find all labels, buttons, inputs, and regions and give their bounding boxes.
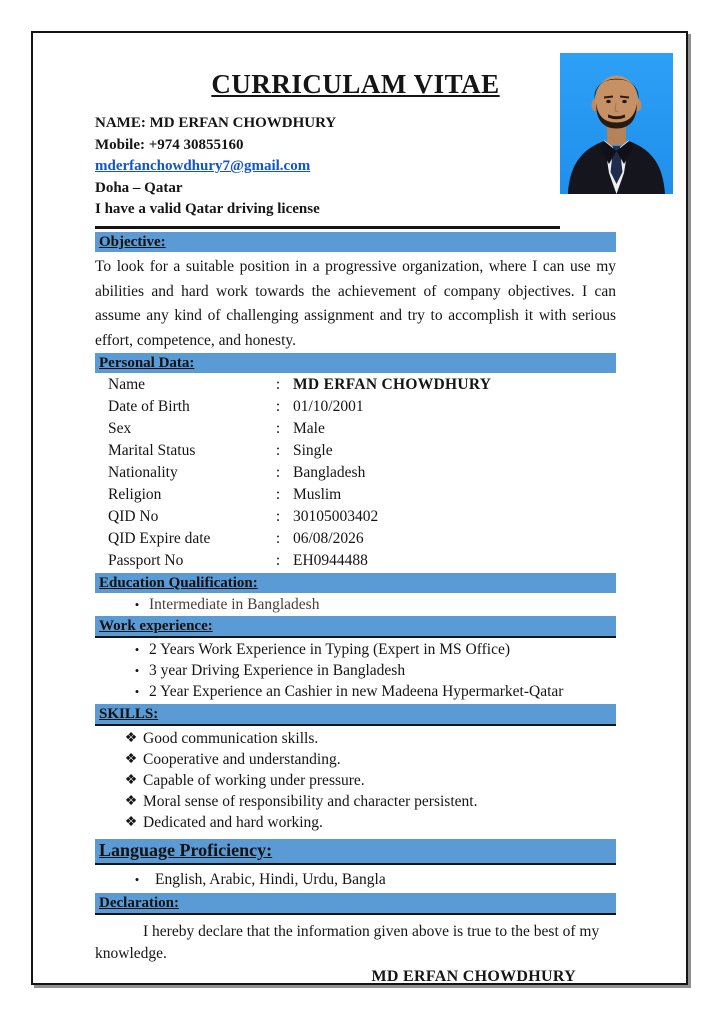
section-header-work-experience [95,616,616,638]
list-item: • English, Arabic, Hindi, Urdu, Bangla [95,868,616,891]
list-item: • 2 Year Experience an Cashier in new Madeena Hypermarket-Qatar [95,681,616,702]
personal-label: Sex [108,420,132,437]
table-row [95,396,616,418]
list-item: ❖ Cooperative and understanding. [95,749,616,770]
section-header-skills [95,704,616,726]
personal-value: Single [293,442,333,459]
section-header-label: Work experience: [99,618,213,634]
section-header-label: Declaration: [99,895,179,911]
table-row [95,418,616,440]
section-header-language [95,839,616,865]
page-title: CURRICULAM VITAE [211,69,500,99]
personal-value: 30105003402 [293,508,379,525]
table-row [95,462,616,484]
bullet-icon: • [134,642,140,657]
email-link[interactable]: mderfanchowdhury7@gmail.com [95,158,311,174]
personal-label: Name [108,376,146,393]
contact-name-line: NAME: MD ERFAN CHOWDHURY [95,115,337,131]
personal-value: Male [293,420,325,437]
section-header-declaration [95,893,616,915]
personal-value: EH0944488 [293,552,368,569]
section-header-label: Language Proficiency: [99,840,273,860]
list-item: ❖ Moral sense of responsibility and character persistent. [95,791,616,812]
personal-colon: : [275,420,281,437]
personal-label: Passport No [108,552,184,569]
diamond-bullet-icon: ❖ [124,731,138,746]
personal-label: QID No [108,508,159,525]
table-row [95,550,616,572]
language-list [95,868,616,891]
personal-colon: : [275,398,281,415]
table-row [95,440,616,462]
profile-photo [560,53,673,194]
education-list [95,594,616,615]
personal-data-table [95,374,616,572]
person-portrait-graphic [560,53,673,194]
contact-block [95,113,535,221]
table-row [95,506,616,528]
personal-value: 06/08/2026 [293,530,364,547]
personal-label: Date of Birth [108,398,190,415]
section-header-personal-data [95,353,616,373]
section-header-label: Personal Data: [99,355,195,371]
table-row [95,528,616,550]
section-header-label: Objective: [99,234,166,250]
list-item: ❖ Dedicated and hard working. [95,812,616,833]
personal-colon: : [275,376,281,393]
horizontal-divider [95,226,560,230]
bullet-icon: • [134,597,140,612]
signature-name: MD ERFAN CHOWDHURY [371,968,576,985]
personal-label: Nationality [108,464,178,481]
contact-location-line: Doha – Qatar [95,179,183,196]
diamond-bullet-icon: ❖ [124,752,138,767]
skills-list [95,728,616,833]
diamond-bullet-icon: ❖ [124,773,138,788]
personal-value: Bangladesh [293,464,366,481]
personal-label: QID Expire date [108,530,211,547]
section-header-label: Education Qualification: [99,575,258,591]
section-header-objective [95,232,616,252]
bullet-icon: • [134,872,140,887]
personal-colon: : [275,486,281,503]
table-row [95,374,616,396]
personal-colon: : [275,552,281,569]
bullet-icon: • [134,663,140,678]
personal-label: Marital Status [108,442,196,459]
declaration-paragraph: I hereby declare that the information given above is true to the best of my knowledge. [95,923,600,962]
section-header-label: SKILLS: [99,706,159,722]
personal-label: Religion [108,486,162,503]
personal-colon: : [275,464,281,481]
personal-value: Muslim [293,486,342,503]
contact-mobile-line: Mobile: +974 30855160 [95,136,244,153]
work-experience-list [95,639,616,702]
contact-license-line: I have a valid Qatar driving license [95,201,320,217]
personal-value: MD ERFAN CHOWDHURY [293,376,492,393]
objective-paragraph: To look for a suitable position in a progressive organization, where I can use my abilities and hard work towards the achievement of company objectives. I can assume any kind of challenging assignment and try to accomplish it with serious effort, competence, and honesty. [95,258,616,349]
table-row [95,484,616,506]
bullet-icon: • [134,684,140,699]
list-item: • Intermediate in Bangladesh [95,594,616,615]
personal-colon: : [275,530,281,547]
list-item: ❖ Good communication skills. [95,728,616,749]
list-item: • 2 Years Work Experience in Typing (Expert in MS Office) [95,639,616,660]
personal-colon: : [275,508,281,525]
cv-page [31,31,688,985]
diamond-bullet-icon: ❖ [124,794,138,809]
list-item: ❖ Capable of working under pressure. [95,770,616,791]
personal-value: 01/10/2001 [293,398,364,415]
section-header-education [95,573,616,593]
personal-colon: : [275,442,281,459]
list-item: • 3 year Driving Experience in Bangladesh [95,660,616,681]
diamond-bullet-icon: ❖ [124,815,138,830]
